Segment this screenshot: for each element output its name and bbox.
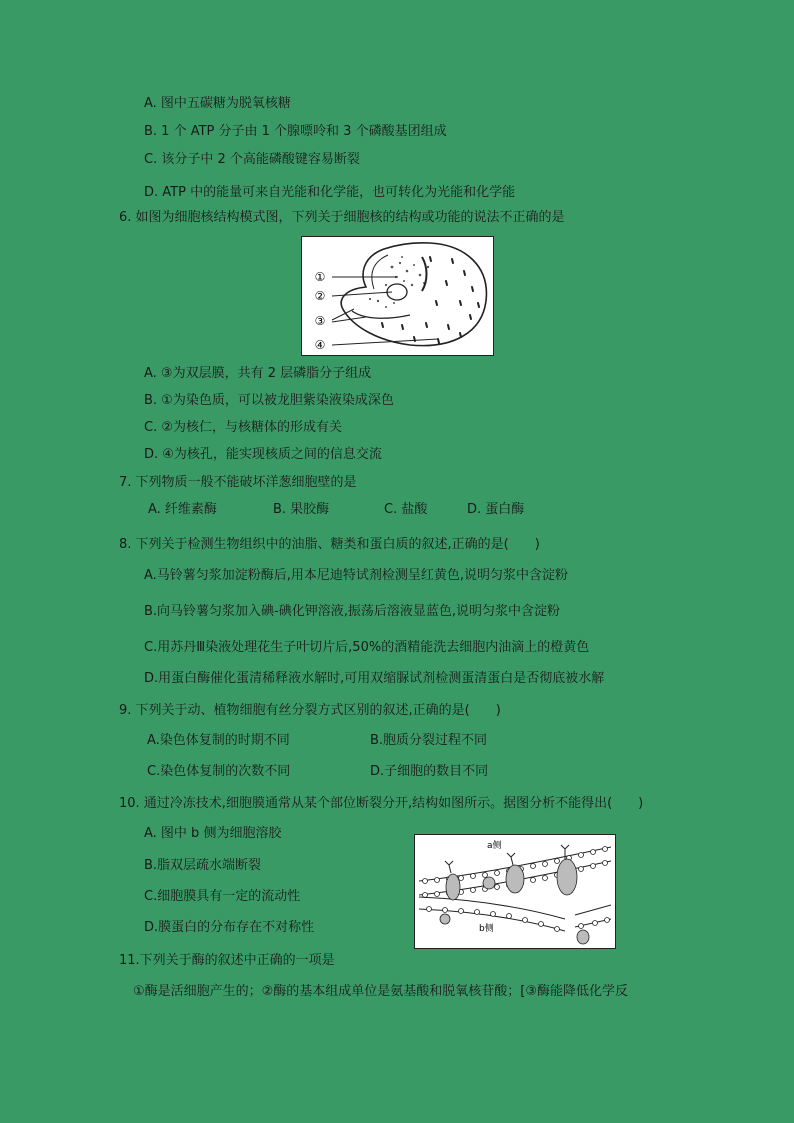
q7-option-b: B. 果胶酶 [273,502,330,517]
membrane-freeze-fracture-diagram [414,834,616,949]
q7-option-a: A. 纤维素酶 [148,502,217,517]
q9-option-d: D.子细胞的数目不同 [370,764,489,779]
q6-stem: 6. 如图为细胞核结构模式图，下列关于细胞核的结构或功能的说法不正确的是 [119,210,565,225]
q11-line-1: ①酶是活细胞产生的；②酶的基本组成单位是氨基酸和脱氧核苷酸；[③酶能降低化学反 [133,984,629,999]
q5-option-a: A. 图中五碳糖为脱氧核糖 [144,96,291,111]
q10-option-d: D.膜蛋白的分布存在不对称性 [144,920,315,935]
membrane-label-b-side: b侧 [479,924,494,934]
q8-stem: 8. 下列关于检测生物组织中的油脂、糖类和蛋白质的叙述,正确的是( ) [119,537,540,552]
nucleus-label-4: ④ [314,338,326,352]
membrane-label-a-side: a侧 [487,841,502,851]
q10-option-b: B.脂双层疏水端断裂 [144,858,262,873]
nucleus-diagram [301,236,494,356]
nucleus-label-2: ② [314,289,326,303]
q6-option-a: A. ③为双层膜，共有 2 层磷脂分子组成 [144,366,372,381]
q5-option-c: C. 该分子中 2 个高能磷酸键容易断裂 [144,152,360,167]
q8-option-a: A.马铃薯匀浆加淀粉酶后,用本尼迪特试剂检测呈红黄色,说明匀浆中含淀粉 [144,568,569,583]
q11-stem: 11.下列关于酶的叙述中正确的一项是 [119,953,335,968]
q9-option-c: C.染色体复制的次数不同 [147,764,291,779]
q5-option-b: B. 1 个 ATP 分子由 1 个腺嘌呤和 3 个磷酸基团组成 [144,124,447,139]
q7-option-c: C. 盐酸 [384,502,428,517]
q9-stem: 9. 下列关于动、植物细胞有丝分裂方式区别的叙述,正确的是( ) [119,703,501,718]
q6-option-d: D. ④为核孔，能实现核质之间的信息交流 [144,447,382,462]
q8-option-c: C.用苏丹Ⅲ染液处理花生子叶切片后,50%的酒精能洗去细胞内油滴上的橙黄色 [144,640,590,655]
nucleus-label-1: ① [314,270,326,284]
q10-option-a: A. 图中 b 侧为细胞溶胶 [144,826,282,841]
q10-stem: 10. 通过冷冻技术,细胞膜通常从某个部位断裂分开,结构如图所示。据图分析不能得出( ) [119,796,644,811]
q7-option-d: D. 蛋白酶 [467,502,525,517]
nucleus-label-3: ③ [314,314,326,328]
q8-option-b: B.向马铃薯匀浆加入碘-碘化钾溶液,振荡后溶液显蓝色,说明匀浆中含淀粉 [144,604,561,619]
q6-option-c: C. ②为核仁，与核糖体的形成有关 [144,420,342,435]
q6-option-b: B. ①为染色质，可以被龙胆紫染液染成深色 [144,393,394,408]
q9-option-a: A.染色体复制的时期不同 [147,733,290,748]
q8-option-d: D.用蛋白酶催化蛋清稀释液水解时,可用双缩脲试剂检测蛋清蛋白是否彻底被水解 [144,671,605,686]
q10-option-c: C.细胞膜具有一定的流动性 [144,889,301,904]
q7-stem: 7. 下列物质一般不能破坏洋葱细胞壁的是 [119,475,357,490]
q5-option-d: D. ATP 中的能量可来自光能和化学能，也可转化为光能和化学能 [144,185,516,200]
q9-option-b: B.胞质分裂过程不同 [370,733,488,748]
